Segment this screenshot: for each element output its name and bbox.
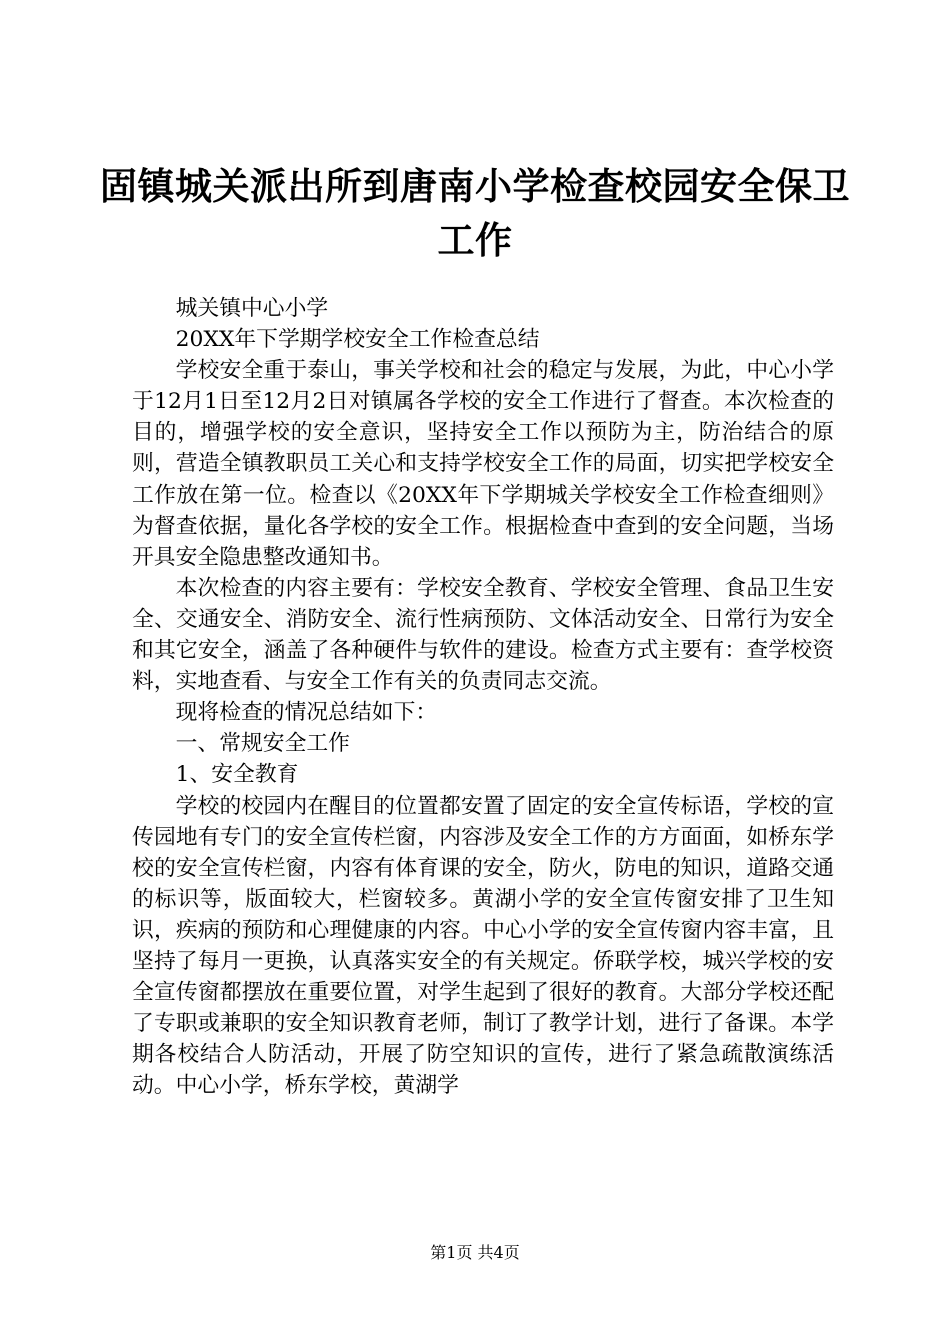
document-title: 固镇城关派出所到唐南小学检查校园安全保卫工作: [100, 165, 850, 262]
report-subtitle: 20XX年下学期学校安全工作检查总结: [175, 327, 540, 353]
subsection-heading-1: 1、安全教育: [175, 762, 299, 788]
paragraph-safety-education: 学校的校园内在醒目的位置都安置了固定的安全宣传标语，学校的宣传园地有专门的安全宣传栏窗，内容涉及安全工作的方方面面，如桥东学校的安全宣传栏窗，内容有体育课的安全，防火，防电的知识，道路交通的标识等，版面较大，栏窗较多。黄湖小学的安全宣传窗安排了卫生知识，疾病的预防和心理健康的内容。中心小学的安全宣传窗内容丰富，且坚持了每月一更换，认真落实安全的有关规定。侨联学校，城兴学校的安全宣传窗都摆放在重要位置，对学生起到了很好的教育。大部分学校还配了专职或兼职的安全知识教育老师，制订了教学计划，进行了备课。本学期各校结合人防活动，开展了防空知识的宣传，进行了紧急疏散演练活动。中心小学，桥东学校，黄湖学: [132, 793, 834, 1099]
document-body: [132, 293, 834, 1101]
paragraph-intro: 学校安全重于泰山，事关学校和社会的稳定与发展，为此，中心小学于12月1日至12月2日对镇属各学校的安全工作进行了督查。本次检查的目的，增强学校的安全意识，坚持安全工作以预防为主，防治结合的原则，营造全镇教职员工关心和支持学校安全工作的局面，切实把学校安全工作放在第一位。检查以《20XX年下学期城关学校安全工作检查细则》为督查依据，量化各学校的安全工作。根据检查中查到的安全问题，当场开具安全隐患整改通知书。: [132, 358, 834, 570]
page-number-footer: 第1页 共4页: [430, 1243, 520, 1262]
section-heading-1: 一、常规安全工作: [175, 731, 350, 757]
paragraph-content: 本次检查的内容主要有：学校安全教育、学校安全管理、食品卫生安全、交通安全、消防安全、流行性病预防、文体活动安全、日常行为安全和其它安全，涵盖了各种硬件与软件的建设。检查方式主要有：查学校资料，实地查看、与安全工作有关的负责同志交流。: [132, 575, 834, 695]
school-name-line: 城关镇中心小学: [175, 296, 329, 321]
paragraph-summary-lead: 现将检查的情况总结如下：: [175, 700, 438, 726]
